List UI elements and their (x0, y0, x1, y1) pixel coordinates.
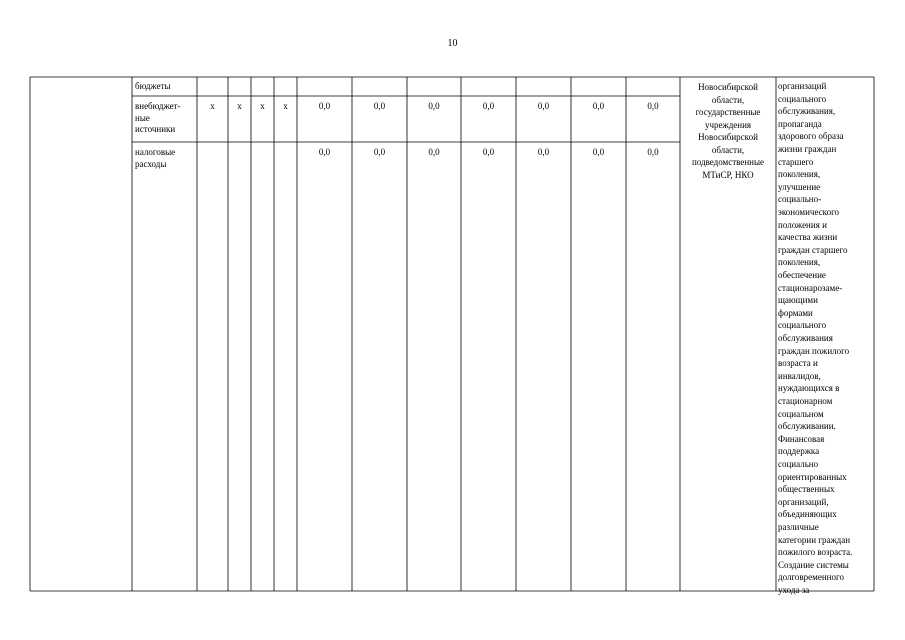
results-line: организаций, (778, 496, 829, 507)
source-offbudget-line1: внебюджет- (135, 101, 181, 111)
executors-line: Новосибирской (698, 132, 758, 142)
results-line: обслуживания, (778, 106, 836, 117)
results-line: социальном (778, 408, 824, 419)
value-cell: 0,0 (318, 101, 331, 111)
results-line: обслуживания (778, 333, 833, 343)
value-cell: 0,0 (537, 147, 550, 157)
results-line: поколения, (778, 169, 821, 180)
executors-line: подведомственные (691, 157, 765, 167)
results-line: Финансовая (778, 433, 825, 444)
value-cell: 0,0 (592, 147, 605, 157)
results-line: долговременного (778, 572, 844, 583)
results-line: стационарозаме- (778, 282, 843, 293)
results-line: нуждающихся в (778, 383, 840, 394)
source-offbudget-line2: ные (135, 112, 150, 123)
value-cell: 0,0 (428, 147, 440, 157)
results-line: старшего (778, 156, 814, 167)
executors-line: области, (711, 94, 745, 105)
value-cell: 0,0 (482, 147, 495, 157)
mark-cell: х (210, 101, 215, 111)
source-offbudget-line3: источники (135, 124, 176, 134)
mark-cell: х (237, 101, 242, 111)
results-line: обслуживании. (778, 421, 836, 432)
results-line: ухода за (778, 585, 810, 595)
results-line: категории граждан (778, 534, 851, 545)
results-line: улучшение (778, 181, 821, 192)
results-line: объединяющих (778, 509, 837, 520)
value-cell: 0,0 (537, 101, 550, 111)
results-line: обеспечение (778, 270, 826, 280)
source-budget: бюджеты (135, 81, 171, 91)
results-line: общественных (778, 484, 835, 495)
value-cell: 0,0 (482, 101, 495, 111)
results-line: социально (778, 459, 819, 469)
results-line: здорового образа (778, 131, 844, 142)
source-tax-line1: налоговые (135, 147, 176, 157)
value-cell: 0,0 (647, 101, 659, 111)
results-line: формами (778, 307, 813, 318)
source-tax-line2: расходы (135, 158, 167, 169)
results-line: инвалидов, (778, 370, 821, 381)
mark-cell: х (260, 101, 265, 111)
results-line: социального (778, 320, 827, 331)
value-cell: 0,0 (647, 147, 659, 157)
executors-line: государственные (695, 107, 761, 117)
results-line: возраста и (778, 358, 818, 369)
value-cell: 0,0 (428, 101, 440, 111)
results-line: стационарном (778, 396, 833, 406)
page-number: 10 (447, 38, 458, 49)
results-line: граждан пожилого (778, 345, 850, 356)
results-line: экономического (778, 207, 840, 217)
mark-cell: х (283, 101, 288, 111)
value-cell: 0,0 (373, 147, 386, 157)
results-line: Создание системы (778, 559, 849, 570)
value-cell: 0,0 (592, 101, 605, 111)
executors-line: Новосибирской (698, 82, 758, 92)
results-line: щающими (778, 295, 818, 306)
results-line: поддержка (778, 446, 820, 457)
results-line: качества жизни (778, 232, 838, 243)
value-cell: 0,0 (373, 101, 386, 111)
executors-line: области, (711, 144, 745, 155)
executors-line: учреждения (704, 119, 752, 130)
results-line: граждан старшего (778, 244, 848, 255)
results-line: жизни граждан (778, 144, 837, 154)
results-line: социального (778, 93, 827, 104)
value-cell: 0,0 (318, 147, 331, 157)
results-line: социально- (778, 194, 822, 205)
results-line: различные (778, 522, 819, 532)
results-line: ориентированных (778, 471, 847, 482)
results-line: пожилого возраста. (778, 547, 853, 558)
results-line: пропаганда (778, 118, 822, 129)
results-line: положения и (778, 219, 827, 230)
executors-line: МТиСР, НКО (702, 169, 754, 180)
results-line: организаций (778, 81, 827, 91)
results-line: поколения, (778, 257, 821, 268)
